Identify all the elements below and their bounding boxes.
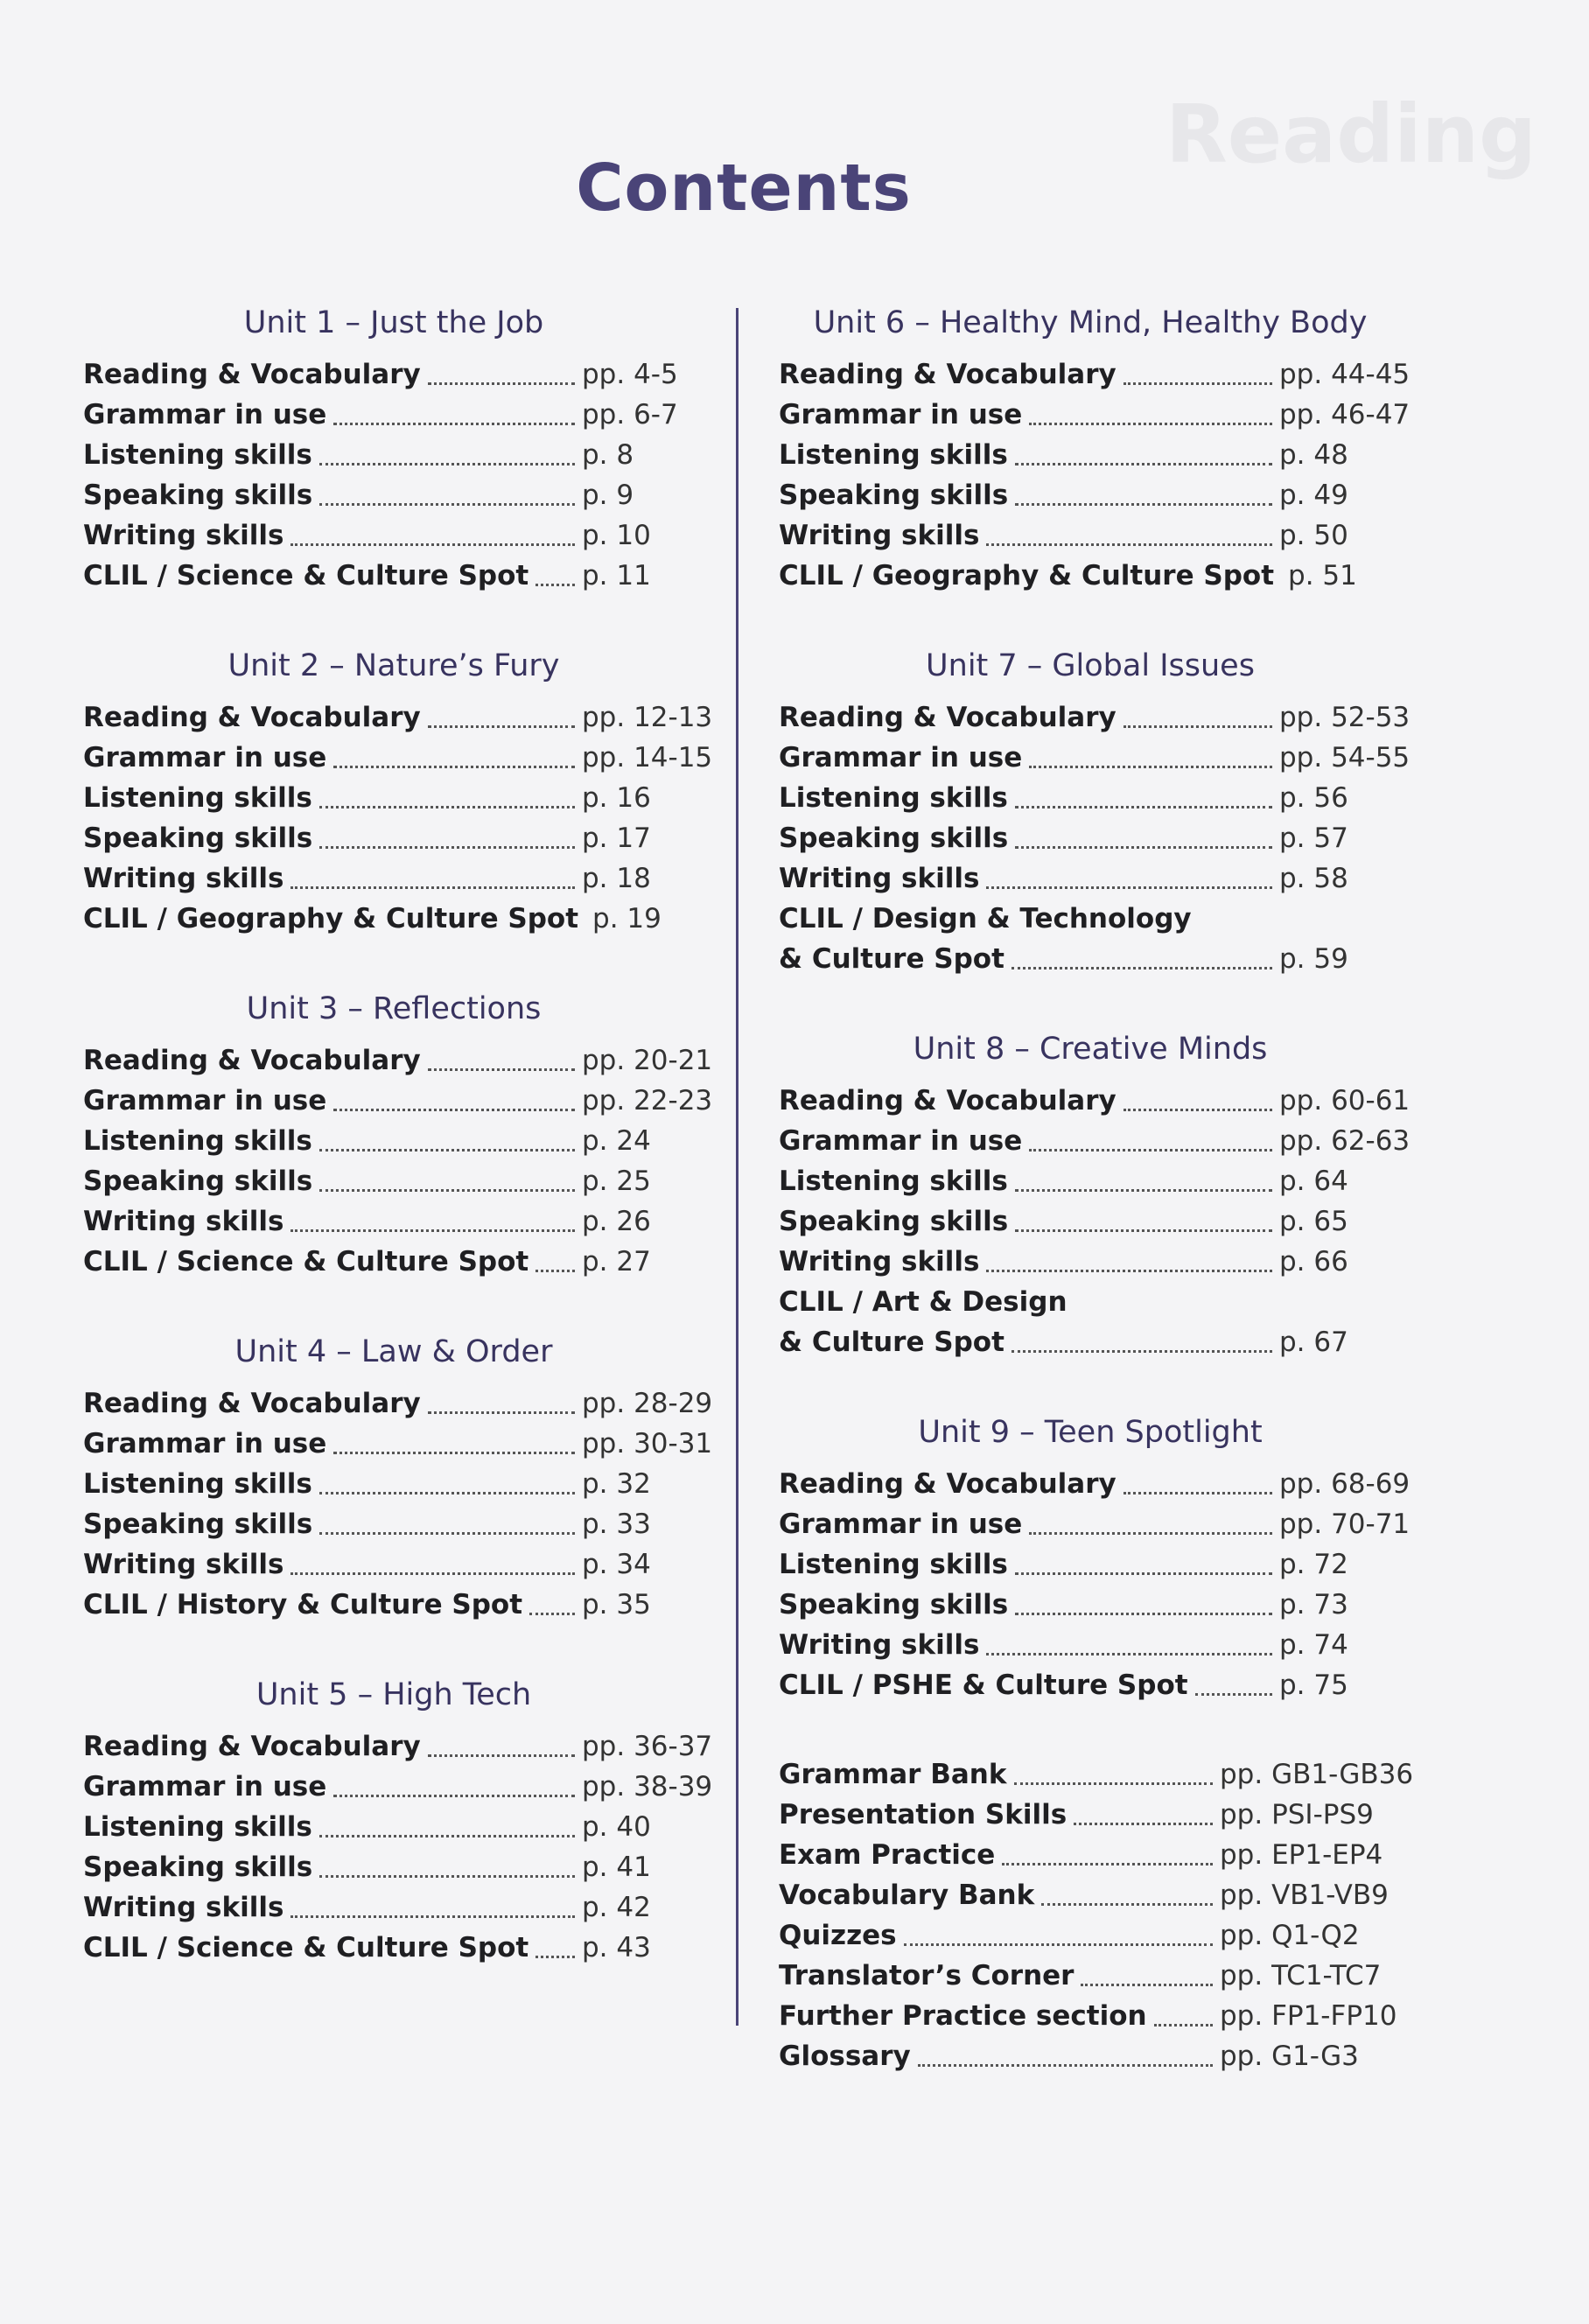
dot-leader: [536, 1259, 575, 1272]
entry-label: CLIL / Geography & Culture Spot: [779, 560, 1275, 592]
dot-leader: [904, 1933, 1213, 1946]
toc-entry: [779, 1081, 1410, 1121]
entry-label: Writing skills: [779, 520, 980, 551]
toc-entry: [779, 1996, 1402, 2036]
entry-page: p. 50: [1279, 520, 1348, 551]
toc-entry: [83, 1726, 713, 1767]
unit-section: [83, 302, 704, 596]
toc-entry: [779, 515, 1402, 556]
unit-section: [779, 1028, 1410, 1362]
unit-title: Unit 7 – Global Issues: [926, 648, 1255, 683]
column-divider: [736, 308, 738, 2026]
dot-leader: [319, 1522, 575, 1535]
dot-leader: [333, 412, 575, 425]
entry-page: p. 58: [1279, 863, 1348, 894]
dot-leader: [1014, 1772, 1214, 1785]
entry-page: p. 11: [582, 560, 651, 592]
dot-leader: [1074, 1302, 1272, 1312]
unit-title: Unit 5 – High Tech: [256, 1677, 532, 1712]
dot-leader: [1124, 1481, 1272, 1494]
entry-label: Vocabulary Bank: [779, 1880, 1035, 1911]
toc-entry: [779, 1322, 1402, 1362]
entry-label: Quizzes: [779, 1920, 897, 1951]
entry-page: pp. 46-47: [1279, 399, 1410, 430]
dot-leader: [1015, 795, 1272, 808]
dot-leader: [986, 533, 1272, 546]
dot-leader: [319, 452, 575, 466]
dot-leader: [1029, 1138, 1272, 1152]
entry-label: & Culture Spot: [779, 943, 1004, 975]
dot-leader: [986, 1642, 1272, 1656]
entry-page: p. 51: [1288, 560, 1357, 592]
toc-entry: [83, 858, 704, 899]
dot-leader: [1124, 372, 1272, 385]
toc-entry: [83, 1585, 704, 1625]
entry-page: p. 43: [582, 1932, 651, 1964]
toc-entry: [779, 1201, 1402, 1242]
unit-title: Unit 1 – Just the Job: [243, 305, 544, 340]
dot-leader: [1015, 493, 1272, 506]
entry-label: CLIL / History & Culture Spot: [83, 1589, 523, 1620]
toc-entry: [83, 515, 704, 556]
entry-page: p. 24: [582, 1125, 651, 1157]
dot-leader: [536, 1945, 575, 1958]
entry-page: p. 49: [1279, 480, 1348, 511]
toc-entry: [779, 858, 1402, 899]
toc-entry: [83, 738, 713, 778]
toc-entry: [779, 1795, 1402, 1835]
toc-entry: [83, 1887, 704, 1928]
entry-label: Grammar in use: [779, 1508, 1023, 1540]
entry-label: Writing skills: [83, 1549, 284, 1580]
unit-title: Unit 4 – Law & Order: [234, 1334, 553, 1369]
entry-label: Reading & Vocabulary: [83, 359, 421, 390]
unit-title: Unit 9 – Teen Spotlight: [918, 1415, 1263, 1450]
entry-page: p. 73: [1279, 1589, 1348, 1620]
entry-page: p. 74: [1279, 1629, 1348, 1661]
toc-entry: [83, 1201, 704, 1242]
entry-label: CLIL / PSHE & Culture Spot: [779, 1670, 1188, 1701]
entry-label: Listening skills: [779, 1549, 1008, 1580]
dot-leader: [290, 1219, 575, 1232]
entry-label: Presentation Skills: [779, 1799, 1068, 1830]
entry-label: Speaking skills: [779, 1589, 1009, 1620]
entry-page: pp. VB1-VB9: [1220, 1880, 1389, 1911]
dot-leader: [529, 1602, 575, 1615]
entry-label: Listening skills: [83, 1811, 312, 1843]
dot-leader: [1015, 1219, 1272, 1232]
entry-label: Glossary: [779, 2040, 911, 2072]
entry-label: Writing skills: [779, 1246, 980, 1278]
dot-leader: [333, 1784, 575, 1797]
entry-page: p. 56: [1279, 782, 1348, 814]
entry-label: Grammar in use: [779, 742, 1023, 774]
toc-entry: [779, 1835, 1402, 1875]
entry-page: pp. Q1-Q2: [1220, 1920, 1360, 1951]
entry-page: pp. 60-61: [1279, 1085, 1410, 1116]
entry-label: Listening skills: [83, 1468, 312, 1500]
toc-entry: [779, 1242, 1402, 1282]
entry-label: Listening skills: [83, 439, 312, 471]
entry-page: pp. TC1-TC7: [1220, 1960, 1382, 1992]
entry-page: pp. 28-29: [582, 1388, 713, 1419]
entry-label: Reading & Vocabulary: [779, 702, 1116, 733]
dot-leader: [1124, 715, 1272, 728]
dot-leader: [319, 1865, 575, 1878]
right-column: [779, 302, 1414, 2076]
entry-page: p. 35: [582, 1589, 651, 1620]
entry-page: p. 10: [582, 520, 651, 551]
dot-leader: [1015, 1602, 1272, 1615]
toc-entry: [779, 697, 1410, 738]
entry-page: pp. 14-15: [582, 742, 713, 774]
entry-label: Reading & Vocabulary: [83, 1731, 421, 1762]
entry-label: Listening skills: [779, 782, 1008, 814]
toc-entry: [83, 475, 704, 515]
toc-entry: [83, 1544, 704, 1585]
toc-entry: [779, 738, 1410, 778]
dot-leader: [1081, 1973, 1213, 1986]
dot-leader: [1124, 1098, 1272, 1111]
toc-entry: [83, 899, 704, 939]
entry-label: Speaking skills: [83, 822, 313, 854]
toc-entry: [779, 818, 1402, 858]
toc-entry: [779, 2036, 1402, 2076]
entry-page: p. 8: [582, 439, 634, 471]
entry-page: pp. 20-21: [582, 1045, 713, 1076]
toc-entry: [83, 1807, 704, 1847]
entry-page: pp. 12-13: [582, 702, 713, 733]
toc-entry: [83, 1504, 704, 1544]
entry-label: Writing skills: [83, 520, 284, 551]
dot-leader: [1012, 1340, 1272, 1353]
entry-label: Reading & Vocabulary: [779, 359, 1116, 390]
toc-entry: [83, 354, 704, 395]
entry-label: & Culture Spot: [779, 1326, 1004, 1358]
entry-label: Speaking skills: [779, 480, 1009, 511]
toc-entry: [779, 395, 1410, 435]
left-column: [83, 302, 713, 2017]
entry-page: pp. 44-45: [1279, 359, 1410, 390]
dot-leader: [319, 1481, 575, 1494]
entry-page: pp. 62-63: [1279, 1125, 1410, 1157]
entry-page: p. 19: [592, 903, 662, 934]
entry-label: Speaking skills: [779, 822, 1009, 854]
toc-entry: [779, 1665, 1402, 1705]
toc-entry: [83, 1242, 704, 1282]
entry-page: pp. EP1-EP4: [1220, 1839, 1383, 1871]
toc-entry: [83, 1464, 704, 1504]
dot-leader: [1015, 836, 1272, 849]
entry-label: Writing skills: [83, 1206, 284, 1237]
toc-entry: [779, 1161, 1402, 1201]
entry-label: Speaking skills: [83, 1852, 313, 1883]
entry-label: Writing skills: [83, 1892, 284, 1923]
dot-leader: [428, 1744, 575, 1757]
entry-label: Listening skills: [83, 782, 312, 814]
entry-label: Listening skills: [83, 1125, 312, 1157]
toc-entry: [83, 818, 704, 858]
toc-entry: [83, 556, 704, 596]
entry-label: Grammar in use: [83, 1771, 327, 1802]
entry-page: pp. 22-23: [582, 1085, 713, 1116]
toc-entry: [83, 1383, 713, 1424]
entry-page: pp. FP1-FP10: [1220, 2000, 1397, 2032]
entry-label: Further Practice section: [779, 2000, 1147, 2032]
toc-entry: [779, 1915, 1402, 1956]
entry-label: CLIL / Science & Culture Spot: [83, 1246, 529, 1278]
unit-title: Unit 6 – Healthy Mind, Healthy Body: [813, 305, 1368, 340]
dot-leader: [319, 1138, 575, 1152]
entry-label: Listening skills: [779, 439, 1008, 471]
entry-page: p. 18: [582, 863, 651, 894]
toc-entry: [83, 1161, 704, 1201]
page-title: Contents: [576, 150, 912, 226]
dot-leader: [428, 1401, 575, 1414]
entry-page: p. 67: [1279, 1326, 1348, 1358]
entry-page: p. 25: [582, 1166, 651, 1197]
entry-label: Writing skills: [779, 863, 980, 894]
entry-page: p. 34: [582, 1549, 651, 1580]
dot-leader: [333, 1098, 575, 1111]
entry-label: Grammar in use: [779, 399, 1023, 430]
entry-label: Listening skills: [779, 1166, 1008, 1197]
entry-page: pp. 70-71: [1279, 1508, 1410, 1540]
dot-leader: [1029, 1522, 1272, 1535]
entry-label: CLIL / Art & Design: [779, 1286, 1068, 1318]
unit-section: [779, 1411, 1410, 1705]
dot-leader: [428, 372, 575, 385]
entry-page: p. 42: [582, 1892, 651, 1923]
entry-page: p. 57: [1279, 822, 1348, 854]
dot-leader: [536, 573, 575, 586]
entry-page: pp. 4-5: [582, 359, 678, 390]
entry-page: pp. 54-55: [1279, 742, 1410, 774]
entry-page: p. 48: [1279, 439, 1348, 471]
toc-entry: [779, 1585, 1402, 1625]
entry-page: p. 65: [1279, 1206, 1348, 1237]
unit-section: [83, 1331, 713, 1625]
entry-page: p. 16: [582, 782, 651, 814]
toc-entry: [83, 1040, 713, 1081]
entry-page: p. 40: [582, 1811, 651, 1843]
entry-label: CLIL / Science & Culture Spot: [83, 560, 529, 592]
toc-entry: [779, 778, 1402, 818]
dot-leader: [1015, 1562, 1272, 1575]
toc-entry: [779, 899, 1402, 939]
right-units: [779, 302, 1410, 1705]
toc-entry: [779, 1464, 1410, 1504]
entry-page: p. 27: [582, 1246, 651, 1278]
dot-leader: [986, 1259, 1272, 1272]
entry-page: p. 66: [1279, 1246, 1348, 1278]
entry-label: Grammar in use: [83, 1085, 327, 1116]
background-word: Reading: [1165, 88, 1536, 181]
toc-entry: [779, 556, 1402, 596]
entry-page: p. 72: [1279, 1549, 1348, 1580]
dot-leader: [1015, 1179, 1272, 1192]
dot-leader: [290, 876, 575, 889]
toc-entry: [779, 475, 1402, 515]
dot-leader: [1195, 1683, 1272, 1696]
entry-label: Writing skills: [83, 863, 284, 894]
dot-leader: [428, 1058, 575, 1071]
toc-entry: [779, 1956, 1402, 1996]
entry-label: Reading & Vocabulary: [779, 1468, 1116, 1500]
toc-entry: [779, 1504, 1410, 1544]
dot-leader: [1029, 755, 1272, 768]
entry-page: p. 59: [1279, 943, 1348, 975]
toc-entry: [83, 778, 704, 818]
dot-leader: [290, 533, 575, 546]
toc-entry: [779, 1625, 1402, 1665]
entry-page: pp. 30-31: [582, 1428, 713, 1460]
entry-page: p. 17: [582, 822, 651, 854]
entry-page: pp. 36-37: [582, 1731, 713, 1762]
entry-page: pp. 52-53: [1279, 702, 1410, 733]
dot-leader: [319, 836, 575, 849]
entry-label: Grammar Bank: [779, 1759, 1007, 1790]
dot-leader: [1029, 412, 1272, 425]
unit-section: [779, 645, 1410, 979]
entry-label: CLIL / Science & Culture Spot: [83, 1932, 529, 1964]
entry-label: Exam Practice: [779, 1839, 996, 1871]
entry-page: pp. GB1-GB36: [1220, 1759, 1414, 1790]
entry-label: Speaking skills: [83, 1166, 313, 1197]
dot-leader: [333, 755, 575, 768]
entry-page: p. 41: [582, 1852, 651, 1883]
unit-section: [83, 988, 713, 1282]
entry-label: Speaking skills: [779, 1206, 1009, 1237]
unit-section: [83, 645, 713, 939]
entry-label: Speaking skills: [83, 1508, 313, 1540]
toc-entry: [779, 1754, 1414, 1795]
entry-label: Speaking skills: [83, 480, 313, 511]
dot-leader: [319, 493, 575, 506]
toc-entry: [779, 354, 1410, 395]
entry-label: Reading & Vocabulary: [83, 1388, 421, 1419]
toc-entry: [83, 697, 713, 738]
entry-label: Reading & Vocabulary: [83, 1045, 421, 1076]
dot-leader: [1154, 2013, 1213, 2026]
entry-page: p. 64: [1279, 1166, 1348, 1197]
dot-leader: [333, 1441, 575, 1454]
unit-title: Unit 8 – Creative Minds: [913, 1032, 1268, 1067]
toc-entry: [83, 435, 704, 475]
entry-page: p. 32: [582, 1468, 651, 1500]
unit-section: [779, 302, 1410, 596]
entry-label: CLIL / Geography & Culture Spot: [83, 903, 579, 934]
unit-section: [83, 1674, 713, 1968]
toc-entry: [83, 1121, 704, 1161]
toc-entry: [83, 1767, 713, 1807]
entry-label: Grammar in use: [83, 399, 327, 430]
dot-leader: [1041, 1893, 1213, 1906]
entry-label: Writing skills: [779, 1629, 980, 1661]
entry-page: p. 75: [1279, 1670, 1348, 1701]
toc-entry: [83, 1928, 704, 1968]
entry-page: p. 9: [582, 480, 634, 511]
entry-label: Grammar in use: [779, 1125, 1023, 1157]
dot-leader: [319, 795, 575, 808]
entry-page: p. 26: [582, 1206, 651, 1237]
entry-label: Grammar in use: [83, 742, 327, 774]
toc-entry: [779, 939, 1402, 979]
dot-leader: [319, 1179, 575, 1192]
toc-entry: [83, 1081, 713, 1121]
dot-leader: [986, 876, 1272, 889]
dot-leader: [319, 1824, 575, 1838]
entry-page: pp. 68-69: [1279, 1468, 1410, 1500]
toc-entry: [83, 1424, 713, 1464]
entry-page: pp. 6-7: [582, 399, 678, 430]
dot-leader: [1002, 1852, 1213, 1866]
toc-entry: [83, 1847, 704, 1887]
toc-entry: [779, 1875, 1402, 1915]
dot-leader: [1015, 452, 1272, 466]
entry-label: Reading & Vocabulary: [779, 1085, 1116, 1116]
toc-entry: [83, 395, 704, 435]
entry-page: pp. PSI-PS9: [1220, 1799, 1374, 1830]
entry-label: Translator’s Corner: [779, 1960, 1074, 1992]
dot-leader: [1012, 956, 1272, 970]
dot-leader: [290, 1562, 575, 1575]
back-matter-list: [779, 1754, 1414, 2076]
toc-entry: [779, 435, 1402, 475]
entry-page: p. 33: [582, 1508, 651, 1540]
dot-leader: [918, 2054, 1213, 2067]
entry-label: Reading & Vocabulary: [83, 702, 421, 733]
entry-label: CLIL / Design & Technology: [779, 903, 1192, 934]
dot-leader: [1074, 1812, 1213, 1825]
unit-title: Unit 3 – Reflections: [246, 991, 542, 1026]
dot-leader: [290, 1905, 575, 1918]
toc-entry: [779, 1544, 1402, 1585]
entry-label: Grammar in use: [83, 1428, 327, 1460]
toc-entry: [779, 1282, 1402, 1322]
entry-page: pp. 38-39: [582, 1771, 713, 1802]
dot-leader: [428, 715, 575, 728]
toc-entry: [779, 1121, 1410, 1161]
dot-leader: [1199, 919, 1272, 929]
entry-page: pp. G1-G3: [1220, 2040, 1359, 2072]
unit-title: Unit 2 – Nature’s Fury: [228, 648, 560, 683]
